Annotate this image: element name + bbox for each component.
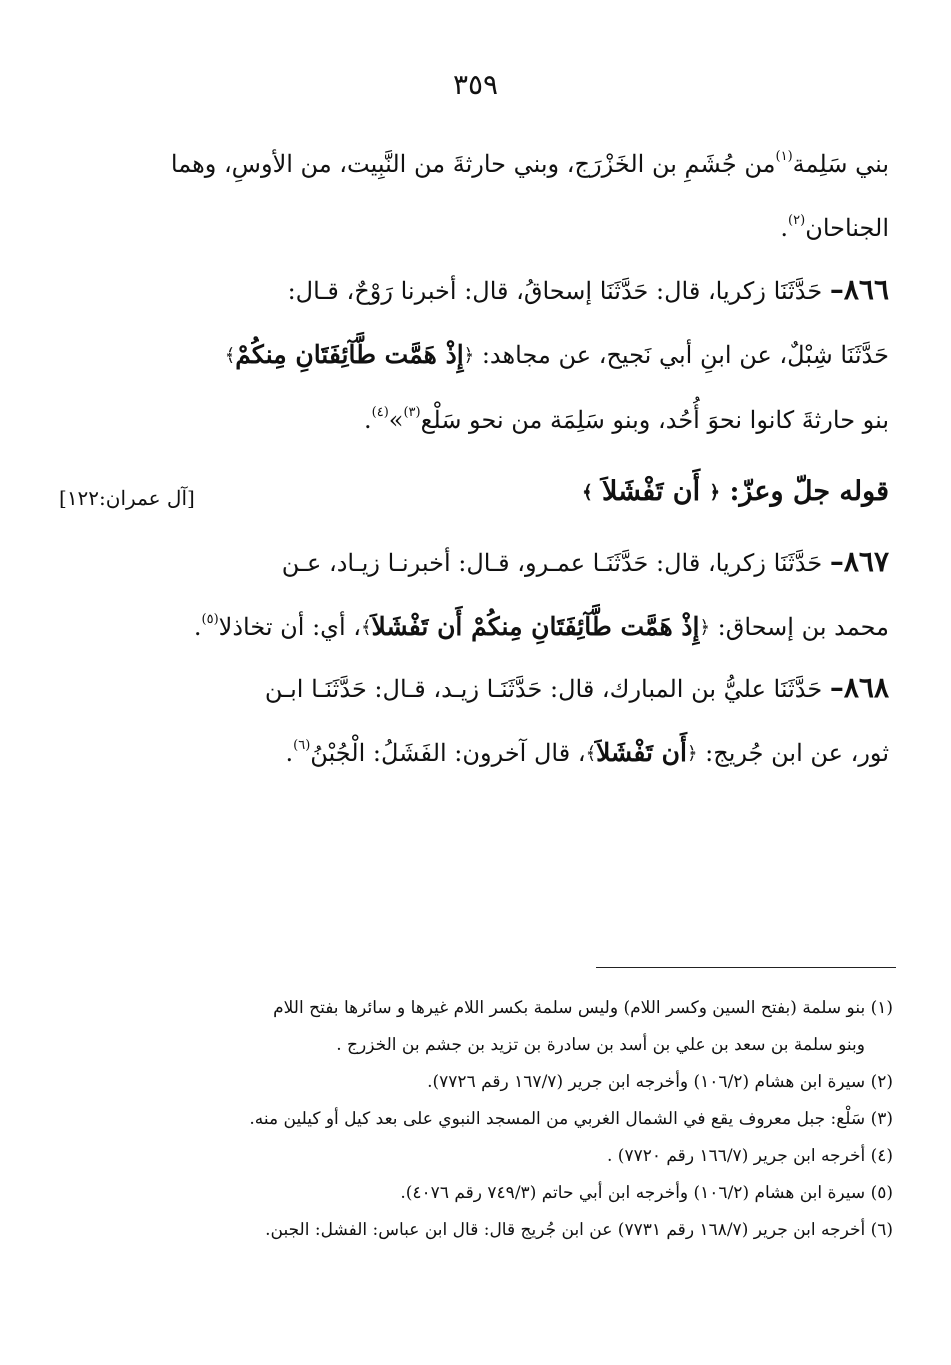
footnote-separator	[596, 967, 896, 968]
footnote-1-continued: وبنو سلمة بن سعد بن علي بن أسد بن سادرة بن تزيد بن جشم بن الخزرج .	[336, 1035, 865, 1055]
ornate-bracket-open-icon: ﴿	[686, 743, 698, 764]
verse-reference: [آل عمران:١٢٢]	[59, 486, 195, 510]
intro-line-2: الجناحان$^{(٢)}$.	[780, 213, 889, 242]
footnote-6: (٦) أخرجه ابن جرير (١٦٨/٧ رقم ٧٧٣١) عن ابن جُريج قال: قال ابن عباس: الفشل: الجبن.	[265, 1220, 893, 1240]
ornate-bracket-open-icon: ﴿	[699, 617, 711, 638]
footnote-5: (٥) سيرة ابن هشام (١٠٦/٢) وأخرجه ابن أبي حاتم (٧٤٩/٣ رقم ٤٠٧٦).	[400, 1183, 893, 1203]
hadith-number: ٨٦٦–	[829, 273, 889, 306]
heading-title: قوله جلّ وعزّ: ﴿ أَن تَفْشَلاَ ﴾	[582, 476, 889, 507]
hadith-868-line-1: ٨٦٨– حَدَّثَنَا عليُّ بن المبارك، قال: حَدَّثَنَـا زيـد، قـال: حَدَّثَنَـا ابـن	[264, 671, 889, 704]
footnote-4: (٤) أخرجه ابن جرير (١٦٦/٧ رقم ٧٧٢٠) .	[606, 1146, 893, 1166]
hadith-866-line-2: حَدَّثَنَا شِبْلٌ، عن ابنِ أبي نَجيح، عن مجاهد: ﴿إِذْ هَمَّت طَّآئِفَتَانِ مِنكُمْ﴾	[224, 340, 889, 369]
quran-verse: إِذْ هَمَّت طَّآئِفَتَانِ مِنكُمْ أَن تَفْشَلاَ	[371, 612, 700, 641]
section-heading	[59, 476, 889, 524]
footnotes	[113, 990, 893, 1249]
heading-quran: أَن تَفْشَلاَ	[602, 476, 701, 507]
hadith-867-line-2: محمد بن إسحاق: ﴿إِذْ هَمَّت طَّآئِفَتَانِ مِنكُمْ أَن تَفْشَلاَ﴾، أي: أن تخاذلا$^{(٥)}$.	[193, 612, 889, 641]
hadith-number: ٨٦٨–	[829, 671, 889, 704]
quran-verse: إِذْ هَمَّت طَّآئِفَتَانِ مِنكُمْ	[235, 340, 464, 369]
hadith-868-line-2: ثور، عن ابن جُريج: ﴿أَن تَفْشَلاَ﴾، قال آخرون: الفَشَلُ: الْجُبْنُ$^{(٦)}$.	[285, 738, 889, 767]
footnote-ref-2[interactable]: (٢)	[788, 213, 806, 228]
intro-paragraph	[59, 132, 889, 260]
quran-verse: أَن تَفْشَلاَ	[596, 738, 687, 767]
hadith-866	[59, 258, 889, 452]
hadith-866-line-3: بنو حارثةَ كانوا نحوَ أُحُد، وبنو سَلِمَة من نحو سَلْع$^{(٣)}$»$^{(٤)}$.	[363, 405, 889, 434]
footnote-ref-5[interactable]: (٥)	[201, 612, 219, 627]
footnote-ref-4[interactable]: (٤)	[371, 405, 389, 420]
intro-line-1: بني سَلِمة$^{(١)}$من جُشَمِ بن الخَزْرَج، وبني حارثةَ من النَّبِيت، من الأوسِ، وهما	[170, 149, 889, 178]
hadith-868	[59, 656, 889, 786]
ornate-bracket-open-icon: ﴿	[709, 482, 721, 503]
footnote-3: (٣) سَلْع: جبل معروف يقع في الشمال الغربي من المسجد النبوي على بعد كيل أو كيلين منه.	[249, 1109, 893, 1129]
ornate-bracket-open-icon: ﴿	[463, 345, 475, 366]
footnote-2: (٢) سيرة ابن هشام (١٠٦/٢) وأخرجه ابن جرير (١٦٧/٧ رقم ٧٧٢٦).	[427, 1072, 893, 1092]
ornate-bracket-close-icon: ﴾	[585, 743, 597, 764]
hadith-867-line-1: ٨٦٧– حَدَّثَنَا زكريا، قال: حَدَّثَنَـا عمـرو، قـال: أخبرنـا زيـاد، عـن	[281, 545, 889, 578]
hadith-866-line-1: ٨٦٦– حَدَّثَنَا زكريا، قال: حَدَّثَنَا إسحاقُ، قال: أخبرنا رَوْحٌ، قـال:	[287, 273, 889, 306]
footnote-ref-3[interactable]: (٣)	[403, 405, 421, 420]
footnote-1: (١) بنو سلمة (بفتح السين وكسر اللام) وليس سلمة بكسر اللام غيرها و سائرها بفتح اللام	[273, 998, 893, 1018]
ornate-bracket-close-icon: ﴾	[582, 482, 593, 503]
page-number: ٣٥٩	[452, 68, 499, 101]
footnote-ref-1[interactable]: (١)	[775, 149, 793, 164]
ornate-bracket-close-icon: ﴾	[361, 617, 372, 638]
ornate-bracket-close-icon: ﴾	[224, 345, 236, 366]
footnote-ref-6[interactable]: (٦)	[293, 738, 311, 753]
hadith-number: ٨٦٧–	[829, 545, 889, 578]
hadith-867	[59, 530, 889, 660]
